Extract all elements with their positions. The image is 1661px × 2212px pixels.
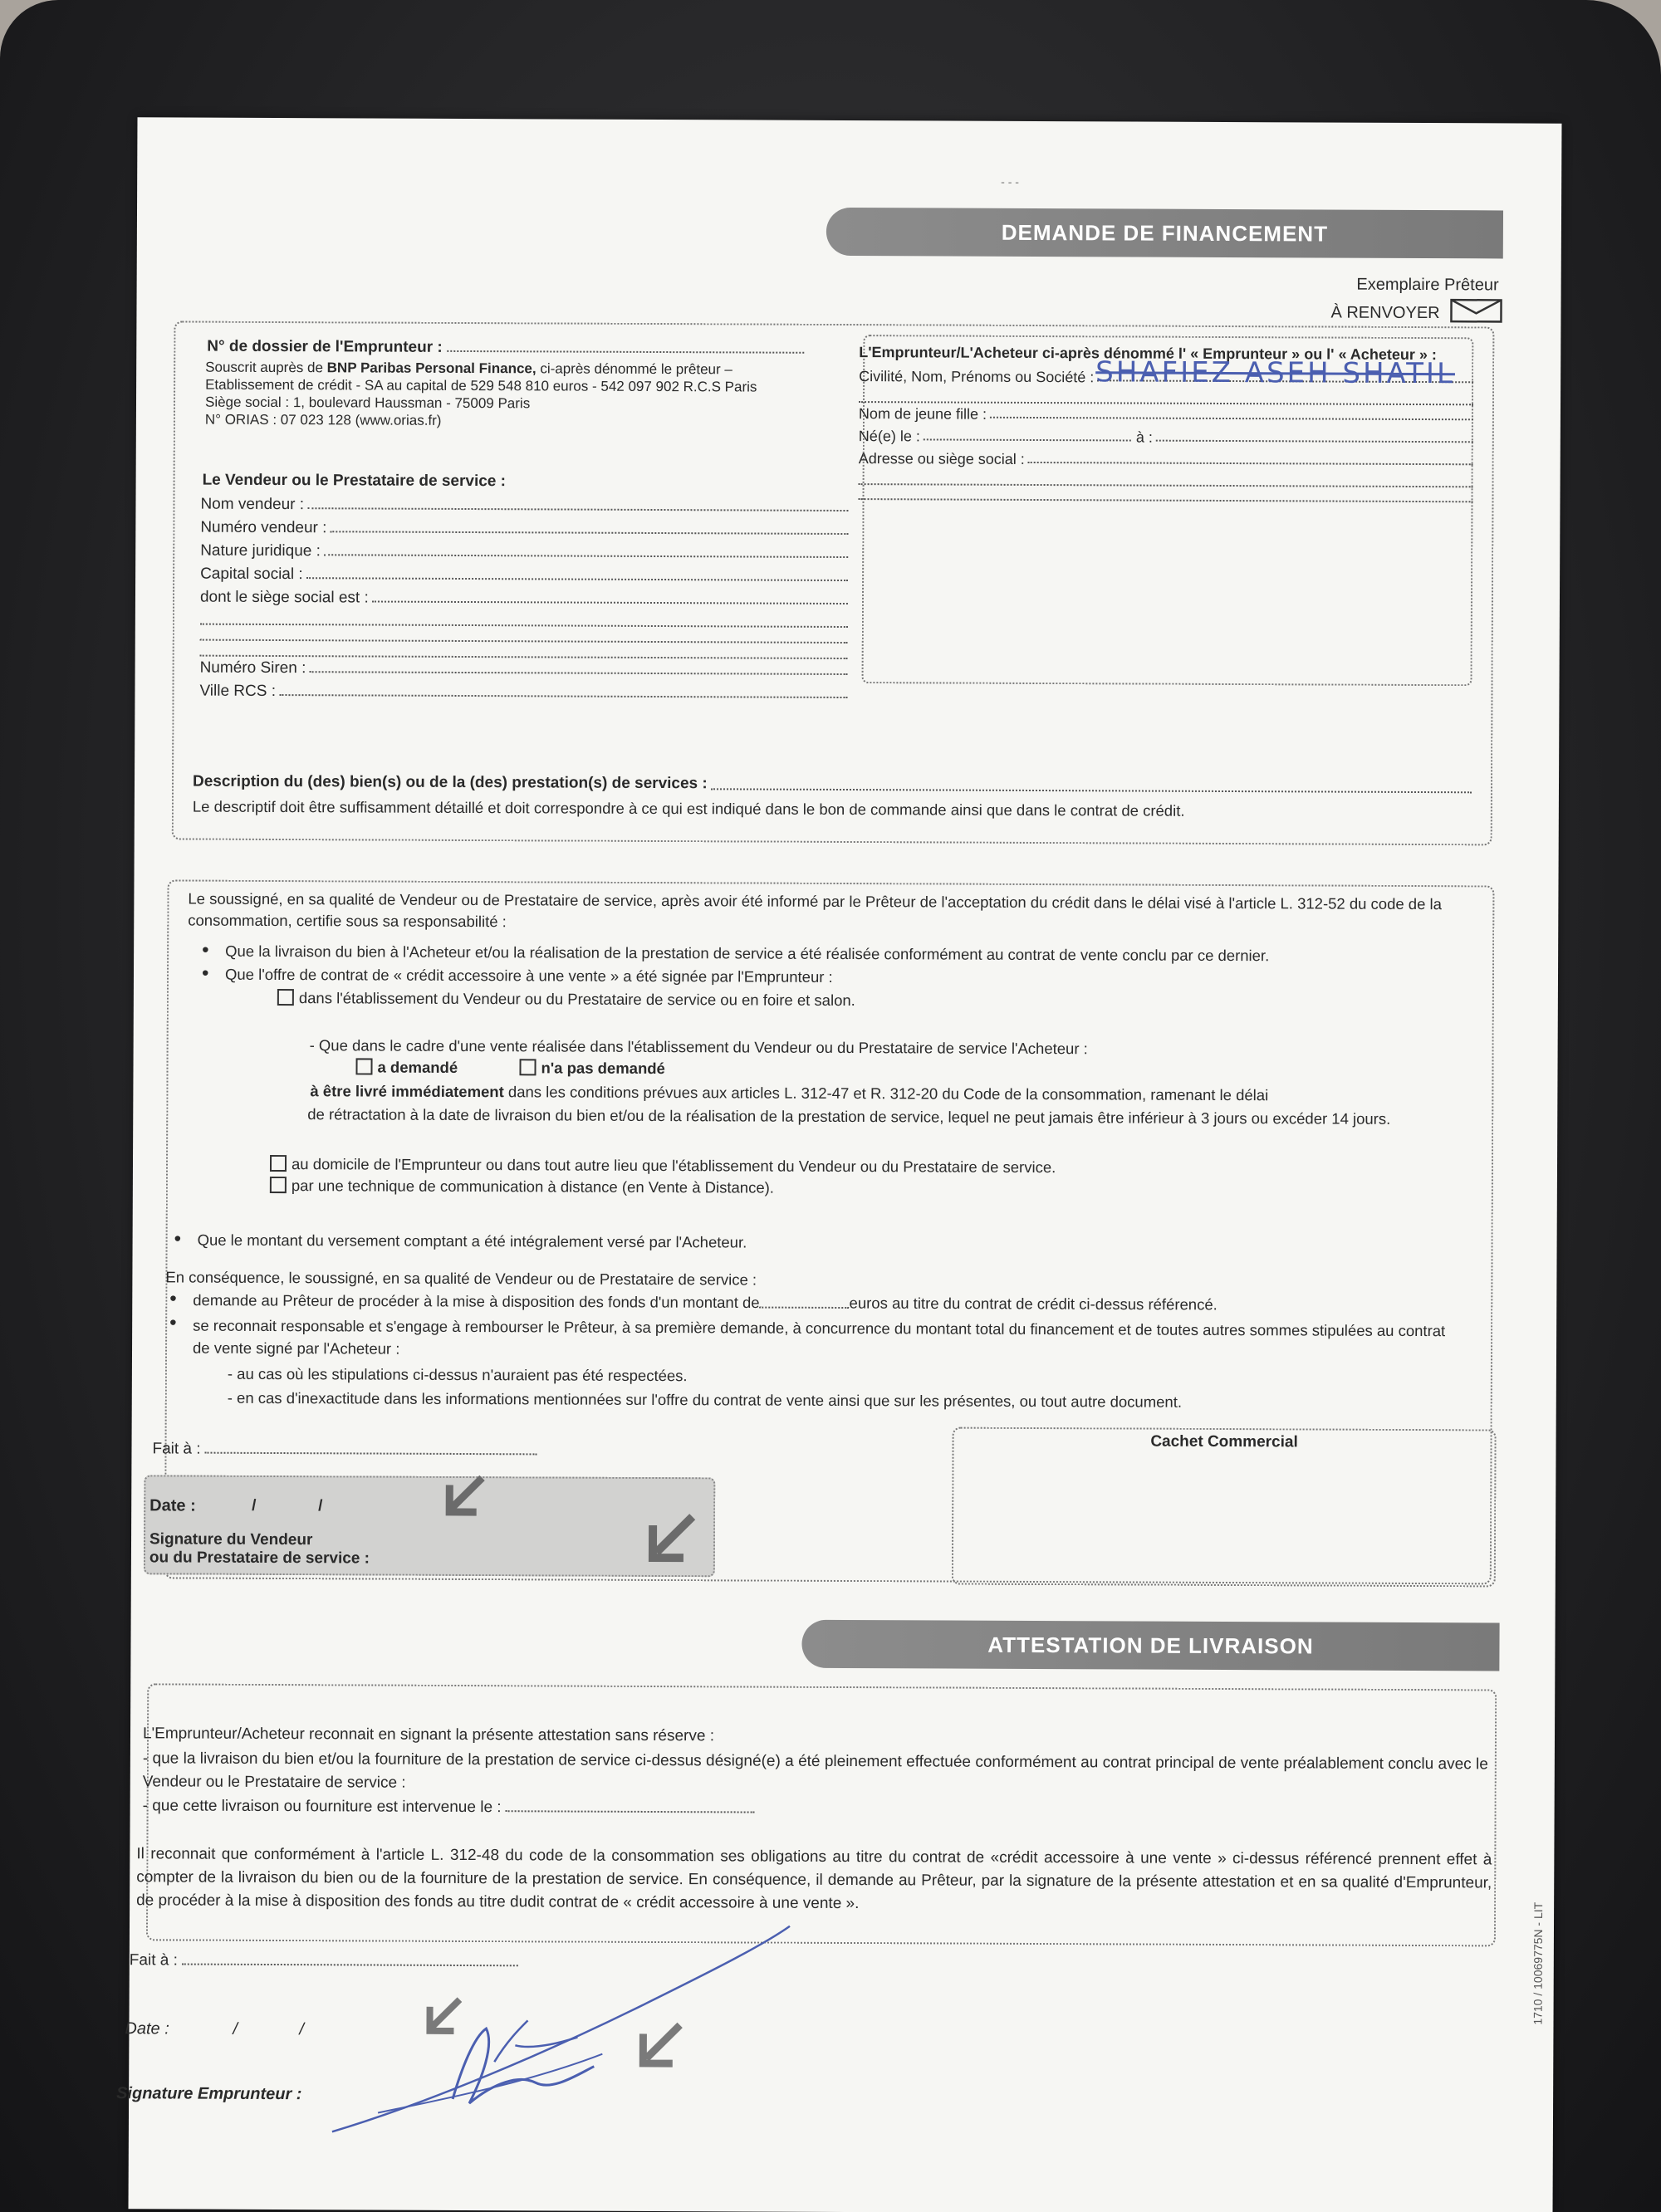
case2: - en cas d'inexactitude dans les informations mentionnées sur l'offre du contrat de vente ainsi que sur les présentes, ou tout autre document.: [227, 1388, 1183, 1411]
lender-brand: BNP Paribas Personal Finance,: [326, 360, 537, 377]
seller-field-input[interactable]: [330, 516, 848, 535]
attestation-title: ATTESTATION DE LIVRAISON: [987, 1632, 1314, 1659]
dossier-row: [207, 335, 804, 360]
seller-field-input[interactable]: [324, 540, 848, 558]
request-label-a: demande au Prêteur de procéder à la mise à disposition des fonds d'un montant de: [193, 1291, 760, 1312]
lender-line1-a: Souscrit auprès de: [205, 359, 327, 376]
seller-date-label: Date :: [149, 1496, 196, 1515]
checkbox-not-asked[interactable]: [519, 1059, 536, 1075]
maiden-row: [859, 403, 1473, 428]
cert-bullet1: • Que la livraison du bien à l'Acheteur et/ou la réalisation de la prestation de service a été réalisée conformément au contrat de vente conclu par ce dernier.: [225, 942, 1471, 967]
date-slash: /: [318, 1497, 323, 1515]
lender-line1-b: ci-après dénommé le prêteur –: [536, 360, 733, 378]
opt-home-row: [270, 1154, 1056, 1177]
attestation-intro: L'Emprunteur/Acheteur reconnait en signant la présente attestation sans réserve :: [142, 1725, 715, 1745]
opt-asked-label: a demandé: [377, 1058, 458, 1076]
opt-establishment-label: dans l'établissement du Vendeur ou du Prestataire de service ou en foire et salon.: [298, 989, 855, 1010]
seller-done-at-field[interactable]: [205, 1438, 537, 1456]
form-sheet: [116, 117, 1562, 2212]
lender-info: [205, 359, 786, 431]
banner-title: DEMANDE DE FINANCEMENT: [1001, 219, 1329, 247]
seller-field-label: Numéro vendeur :: [200, 518, 327, 537]
dossier-field[interactable]: [447, 336, 804, 354]
form-reference: 1710 / 10069775N - LIT: [1531, 1901, 1546, 2025]
seller-field-row: [200, 493, 848, 519]
responsible-text: • se reconnait responsable et s'engage à rembourser le Prêteur, à sa première demande, à concurrence du montant total du financement et de toutes autres sommes stipulées au contrat de vente signé par l'Acheteur :: [193, 1314, 1455, 1365]
envelope-icon: [1449, 298, 1502, 323]
borrower-done-at-label: Fait à :: [129, 1951, 178, 1970]
address-row: [859, 448, 1473, 472]
maiden-label: Nom de jeune fille :: [858, 405, 987, 423]
seller-field-input[interactable]: [307, 493, 848, 511]
seller-field-label: dont le siège social est :: [199, 588, 369, 607]
copy-label: Exemplaire Prêteur: [1356, 275, 1499, 295]
birthplace-label: à :: [1135, 428, 1153, 446]
description-field[interactable]: [711, 774, 1472, 793]
born-label: Né(e) le :: [858, 428, 920, 445]
opt-home-label: au domicile de l'Emprunteur ou dans tout autre lieu que l'établissement du Vendeur ou du Prestataire de service.: [291, 1155, 1056, 1177]
lender-line4: N° ORIAS : 07 023 128 (www.orias.fr): [204, 411, 442, 428]
seller-field-row: [200, 516, 848, 542]
amount-field[interactable]: [760, 1293, 850, 1309]
seller-field-row: [200, 586, 848, 612]
checkbox-distance[interactable]: [270, 1177, 287, 1193]
seller-field-input[interactable]: [372, 587, 848, 605]
borrower-heading: L'Emprunteur/L'Acheteur ci-après dénommé l' « Emprunteur » ou l' « Acheteur » :: [859, 344, 1437, 364]
checkbox-home[interactable]: [270, 1155, 287, 1172]
opt-establishment-row: [277, 988, 855, 1010]
seller-sig-line1: Signature du Vendeur: [149, 1530, 313, 1549]
borrower-signature: [328, 1903, 794, 2154]
borrower-date-slash: /: [233, 2019, 238, 2038]
born-field[interactable]: [924, 425, 1131, 441]
seller-field-row: [200, 657, 848, 683]
arrow-down-left-icon: [644, 1513, 698, 1566]
top-marks: - - -: [1001, 174, 1019, 188]
seller-field-label: Nature juridique :: [200, 541, 321, 560]
delivered-rest: dans les conditions prévues aux articles L. 312-47 et R. 312-20 du Code de la consommation, ramenant le délai: [503, 1083, 1269, 1104]
description-note: Le descriptif doit être suffisamment détaillé et doit correspondre à ce qui est indiqué dans le bon de commande ainsi que dans le contrat de crédit.: [192, 797, 1185, 820]
lender-line2: Etablissement de crédit - SA au capital de 529 548 810 euros - 542 097 902 R.C.S Paris: [205, 376, 757, 395]
seller-signature-label: [149, 1530, 370, 1568]
borrower-date-label: Date :: [125, 2019, 169, 2038]
return-text: À RENVOYER: [1330, 303, 1440, 323]
seller-sig-line2: ou du Prestataire de service :: [149, 1549, 370, 1568]
address-extra-line[interactable]: [859, 485, 1473, 502]
opt-not-asked-label: n'a pas demandé: [541, 1059, 665, 1078]
description-label: Description du (des) bien(s) ou de la (des) prestation(s) de services :: [192, 772, 708, 793]
opt-distance-row: [270, 1176, 774, 1197]
rcs-label: Ville RCS :: [199, 682, 277, 701]
attestation-paragraph: Il reconnait que conformément à l'article L. 312-48 du code de la consommation ses obligations au titre du contrat de «crédit accessoire à une vente » ci-dessus référencé prennent effet à compter de la livraison du bien ou de la fourniture de la prestation de service. En conséquence, il demande au Prêteur, par la signature de la présente attestation et en sa qualité d'Emprunteur, de procéder à la mise à disposition des fonds au titre dudit contrat de « crédit accessoire à une vente ».: [136, 1845, 1492, 1913]
case1: - au cas où les stipulations ci-dessus n'auraient pas été respectées.: [227, 1364, 688, 1385]
request-label-b: euros au titre du contrat de crédit ci-dessus référencé.: [849, 1294, 1218, 1314]
banner-demande: [826, 208, 1503, 259]
attestation-item1: - que la livraison du bien et/ou la fourniture de la prestation de service ci-dessus désigné(e) a été pleinement effectuée conformément au contrat principal de vente préalablement conclu avec le Vendeur ou le Prestataire de service :: [142, 1750, 1488, 1792]
lender-line3: Siège social : 1, boulevard Haussman - 75009 Paris: [204, 394, 531, 412]
return-label: [1330, 298, 1502, 325]
checkbox-establishment[interactable]: [277, 989, 294, 1006]
borrower-name-row: [859, 355, 1473, 391]
seller-field-input[interactable]: [306, 563, 849, 581]
borrower-fields: [858, 355, 1474, 502]
attestation-item2-label: - que cette livraison ou fourniture est intervenue le :: [142, 1797, 502, 1817]
borrower-date-slash: /: [299, 2020, 305, 2039]
siren-field[interactable]: [309, 657, 847, 675]
opt-not-asked-row: [519, 1058, 664, 1078]
seller-field-label: Nom vendeur :: [200, 495, 305, 514]
maiden-field[interactable]: [990, 404, 1473, 421]
seller-field-row: [200, 540, 848, 565]
sub-intro: - Que dans le cadre d'une vente réalisée dans l'établissement du Vendeur ou du Prestataire de service l'Acheteur :: [309, 1036, 1088, 1058]
birth-row: [859, 425, 1473, 450]
seller-field-row: [200, 563, 848, 589]
cert-bullet3: • Que le montant du versement comptant a été intégralement versé par l'Acheteur.: [198, 1231, 747, 1252]
consequence: En conséquence, le soussigné, en sa qualité de Vendeur ou de Prestataire de service :: [165, 1268, 757, 1289]
checkbox-asked[interactable]: [355, 1058, 372, 1074]
date-slash: /: [252, 1496, 257, 1515]
arrow-down-left-icon: [443, 1474, 488, 1519]
seller-heading: Le Vendeur ou le Prestataire de service :: [202, 471, 507, 491]
birthplace-field[interactable]: [1156, 427, 1473, 443]
opt-asked-row: [355, 1057, 458, 1077]
delivered-bold: à être livré immédiatement: [310, 1082, 504, 1101]
delivery-date-field[interactable]: [506, 1796, 755, 1813]
dossier-label: N° de dossier de l'Emprunteur :: [207, 337, 443, 356]
borrower-signature-label: Signature Emprunteur :: [116, 2084, 302, 2104]
address-field[interactable]: [1028, 448, 1473, 465]
lender-line1: [205, 359, 786, 379]
seller-done-at-label: Fait à :: [152, 1440, 201, 1458]
civility-label: Civilité, Nom, Prénoms ou Société :: [859, 368, 1095, 386]
attestation-item2-row: [143, 1794, 755, 1818]
opt-distance-label: par une technique de communication à distance (en Vente à Distance).: [291, 1177, 774, 1197]
certification-intro: Le soussigné, en sa qualité de Vendeur ou de Prestataire de service, après avoir été informé par le Prêteur de l'acceptation du crédit dans le délai visé à l'article L. 312-52 du code de la consommation, certifie sous sa responsabilité :: [188, 889, 1443, 931]
rcs-field[interactable]: [279, 680, 848, 698]
delivered-line2: de rétractation à la date de livraison du bien et/ou de la réalisation de la prestation de service, lequel ne peut jamais être inférieur à 3 jours ou excéder 14 jours.: [307, 1105, 1391, 1128]
cert-bullet2: • Que l'offre de contrat de « crédit accessoire à une vente » a été signée par l'Emprunteur :: [225, 965, 1471, 990]
seller-field-row: [199, 680, 847, 706]
seller-fields: [199, 493, 848, 706]
banner-attestation: [801, 1620, 1499, 1671]
seller-done-at-row: [152, 1437, 537, 1461]
stamp-label: Cachet Commercial: [1150, 1432, 1298, 1451]
seller-field-label: Capital social :: [200, 565, 303, 584]
address-label: Adresse ou siège social :: [858, 450, 1025, 467]
handwritten-name: SHAFIEZ ASEH SHATIL: [1095, 355, 1456, 391]
siren-label: Numéro Siren :: [199, 658, 306, 678]
